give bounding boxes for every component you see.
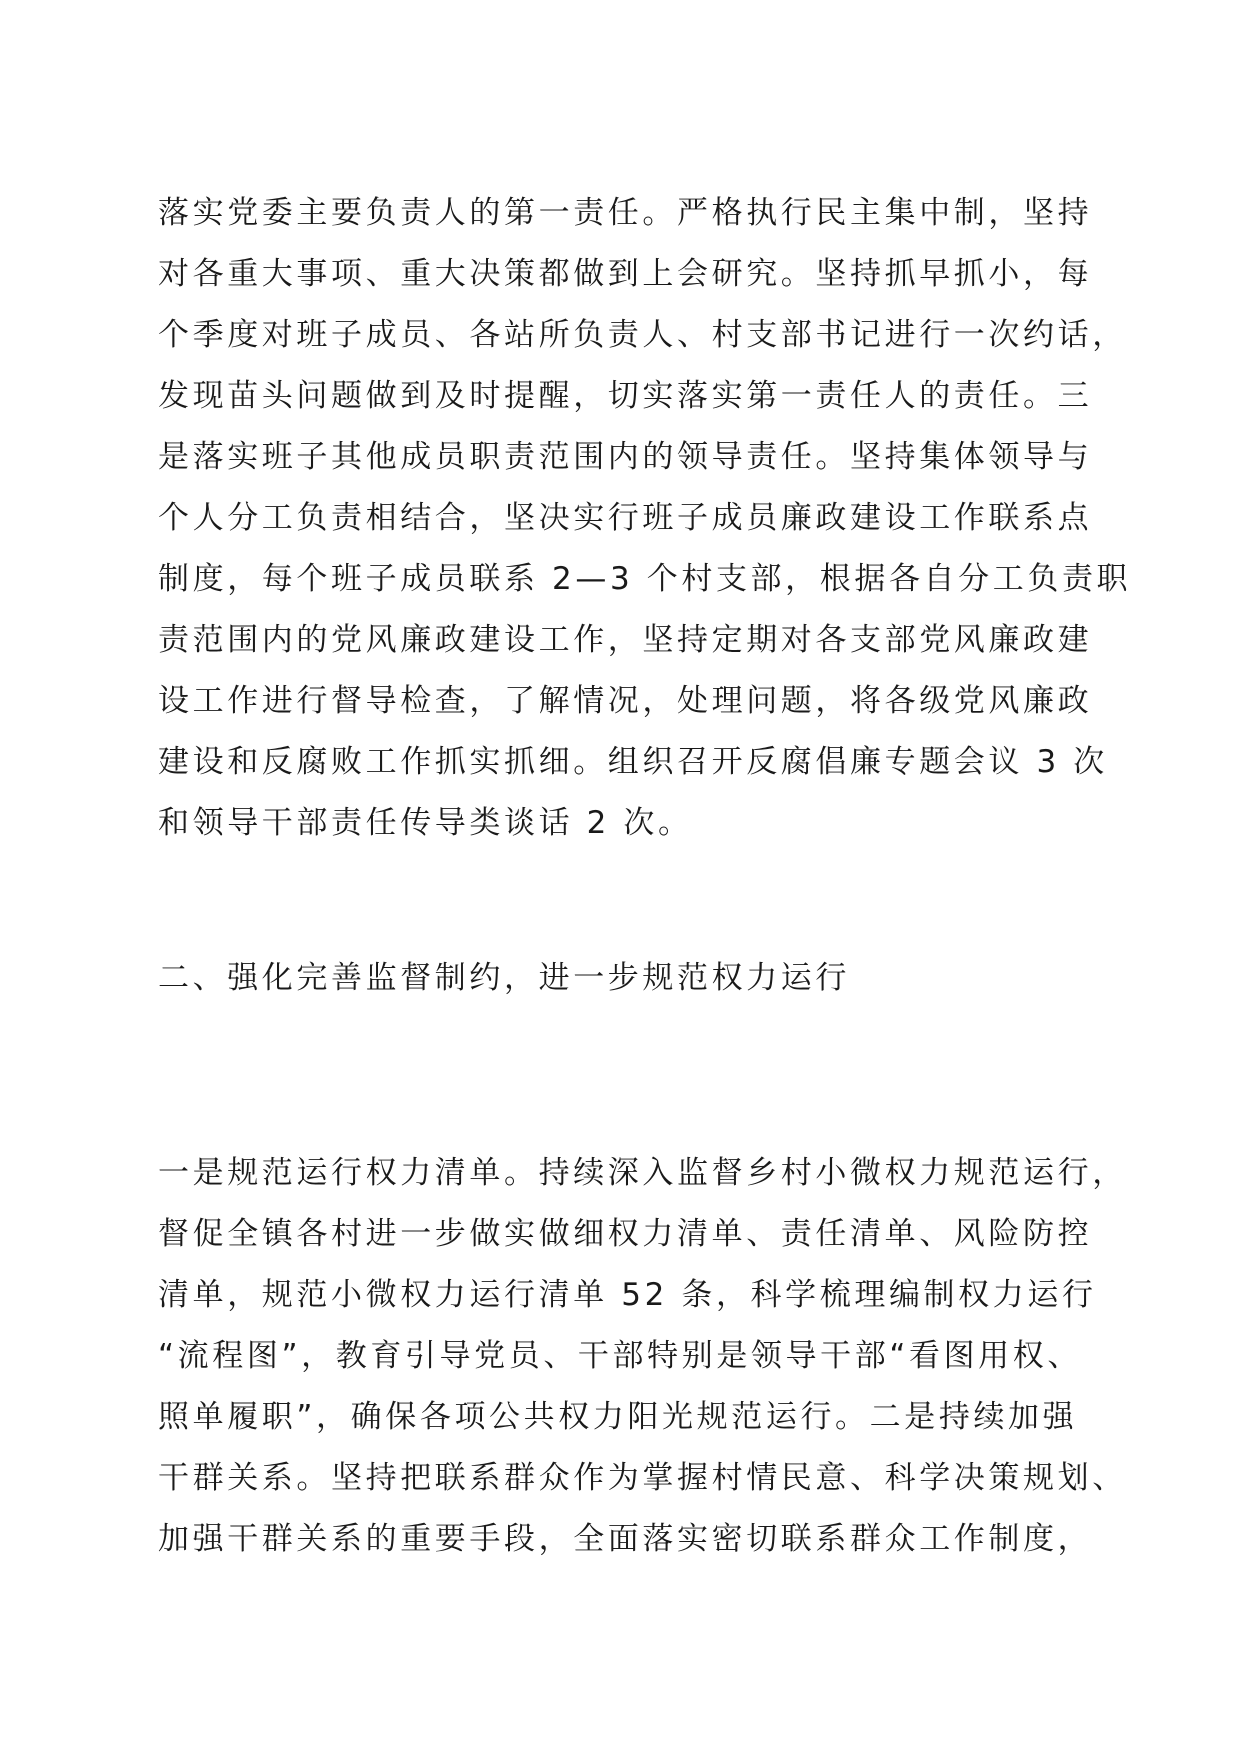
text-line: “流程图”，教育引导党员、干部特别是领导干部“看图用权、: [158, 1338, 1082, 1374]
text-line: 制度，每个班子成员联系 2—3 个村支部，根据各自分工负责职: [158, 561, 1132, 597]
text-line: 加强干群关系的重要手段，全面落实密切联系群众工作制度，: [158, 1521, 1093, 1557]
text-line: 发现苗头问题做到及时提醒，切实落实第一责任人的责任。三: [158, 378, 1093, 414]
paragraph-responsibility: [158, 183, 1132, 854]
text-line: 干群关系。坚持把联系群众作为掌握村情民意、科学决策规划、: [158, 1460, 1127, 1496]
text-line: 和领导干部责任传导类谈话 2 次。: [158, 805, 693, 841]
text-line: 个人分工负责相结合，坚决实行班子成员廉政建设工作联系点: [158, 500, 1093, 536]
text-line: 清单，规范小微权力运行清单 52 条，科学梳理编制权力运行: [158, 1277, 1097, 1313]
text-line: 对各重大事项、重大决策都做到上会研究。坚持抓早抓小，每: [158, 256, 1093, 292]
text-line: 照单履职”，确保各项公共权力阳光规范运行。二是持续加强: [158, 1399, 1078, 1435]
text-line: 落实党委主要负责人的第一责任。严格执行民主集中制，坚持: [158, 195, 1093, 231]
text-line: 个季度对班子成员、各站所负责人、村支部书记进行一次约话，: [158, 317, 1127, 353]
section-heading: [158, 948, 1118, 1009]
text-line: 建设和反腐败工作抓实抓细。组织召开反腐倡廉专题会议 3 次: [158, 744, 1108, 780]
text-line: 是落实班子其他成员职责范围内的领导责任。坚持集体领导与: [158, 439, 1093, 475]
section-heading-text: 二、强化完善监督制约，进一步规范权力运行: [158, 960, 850, 996]
text-line: 责范围内的党风廉政建设工作，坚持定期对各支部党风廉政建: [158, 622, 1093, 658]
paragraph-power-list: [158, 1143, 1127, 1570]
text-line: 督促全镇各村进一步做实做细权力清单、责任清单、风险防控: [158, 1216, 1093, 1252]
text-line: 设工作进行督导检查，了解情况，处理问题，将各级党风廉政: [158, 683, 1093, 719]
text-line: 一是规范运行权力清单。持续深入监督乡村小微权力规范运行，: [158, 1155, 1127, 1191]
